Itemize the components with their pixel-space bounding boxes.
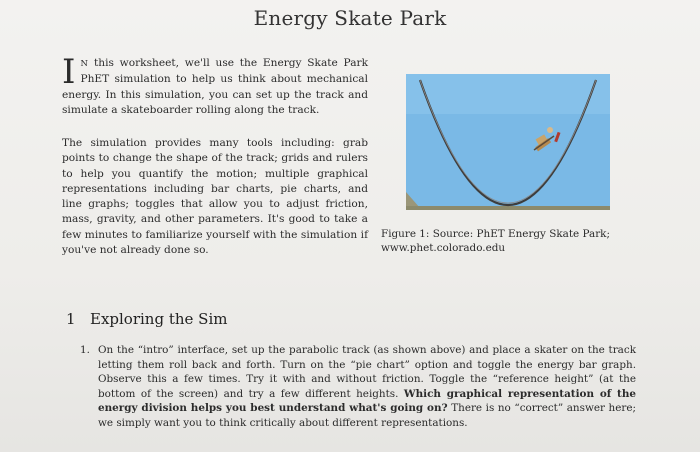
item-text-after: There is no “correct” answer here; we simply want you to think critically about different representations. [98, 402, 636, 429]
intro-smallcaps: N [80, 59, 89, 69]
item-text-before: On the “intro” interface, set up the parabolic track (as shown above) and place a skater on the track letting them roll back and forth. Turn on the “pie chart” option and toggle the energy bar graph. Observe this a few times. Try it with and without friction. Toggle the “reference height” (at the bottom of the screen) and try a few different heights. [98, 344, 636, 400]
section-heading [66, 310, 227, 328]
intro-text: this worksheet, we'll use the Energy Skate Park PhET simulation to help us think about mechanical energy. In this simulation, you can set up the track and simulate a skateboarder rolling along the track. [62, 57, 368, 116]
list-item-body [98, 343, 636, 430]
figure-caption: Figure 1: Source: PhET Energy Skate Park; www.phet.colorado.edu [381, 228, 610, 254]
sky-highlight [406, 74, 610, 114]
section-number: 1 [66, 310, 76, 328]
ground-strip [406, 206, 610, 210]
list-item [80, 343, 636, 430]
list-item-marker: 1. [80, 344, 90, 356]
skate-park-illustration [406, 74, 610, 210]
section-title: Exploring the Sim [90, 310, 228, 328]
intro-paragraph [62, 52, 368, 118]
page-title: Energy Skate Park [253, 6, 447, 30]
item-text-bold: Which graphical representation of the energy division helps you best understand what's going on? [98, 387, 636, 414]
drop-cap: I [62, 52, 76, 92]
figure-skate-park-image [406, 74, 610, 210]
tools-paragraph: The simulation provides many tools including: grab points to change the shape of the track; grids and rulers to help you quantify the motion; multiple graphical representations including bar charts, pie charts, and line graphs; toggles that allow you to adjust friction, mass, gravity, and other parameters. It's good to take a few minutes to familiarize yourself with the simulation if you've not already done so. [62, 137, 368, 257]
